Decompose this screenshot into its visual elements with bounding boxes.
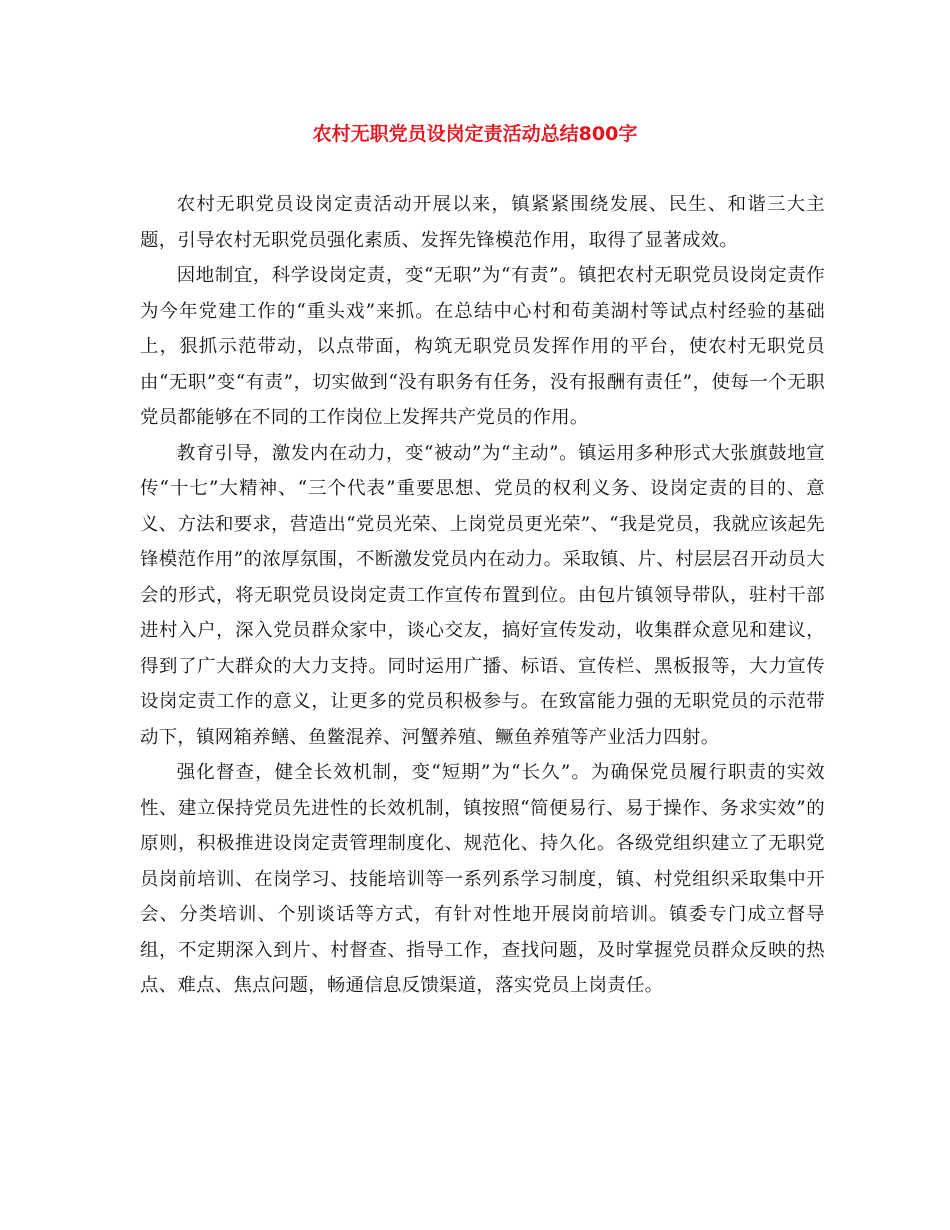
document-title: 农村无职党员设岗定责活动总结800字 (312, 123, 638, 145)
paragraph: 教育引导，激发内在动力，变“被动”为“主动”。镇运用多种形式大张旗鼓地宣传“十七”大精神、“三个代表”重要思想、党员的权利义务、设岗定责的目的、意义、方法和要求，营造出“党员光荣、上岗党员更光荣”、“我是党员，我就应该起先锋模范作用”的浓厚氛围，不断激发党员内在动力。采取镇、片、村层层召开动员大会的形式，将无职党员设岗定责工作宣传布置到位。由包片镇领导带队，驻村干部进村入户，深入党员群众家中，谈心交友，搞好宣传发动，收集群众意见和建议，得到了广大群众的大力支持。同时运用广播、标语、宣传栏、黑板报等，大力宣传设岗定责工作的意义，让更多的党员积极参与。在致富能力强的无职党员的示范带动下，镇网箱养鳝、鱼鳖混养、河蟹养殖、鳜鱼养殖等产业活力四射。 (140, 442, 825, 748)
paragraph: 强化督查，健全长效机制，变“短期”为“长久”。为确保党员履行职责的实效性、建立保持党员先进性的长效机制，镇按照“简便易行、易于操作、务求实效”的原则，积极推进设岗定责管理制度化、规范化、持久化。各级党组织建立了无职党员岗前培训、在岗学习、技能培训等一系列系学习制度，镇、村党组织采取集中开会、分类培训、个别谈话等方式，有针对性地开展岗前培训。镇委专门成立督导组，不定期深入到片、村督查、指导工作，查找问题，及时掌握党员群众反映的热点、难点、焦点问题，畅通信息反馈渠道，落实党员上岗责任。 (140, 762, 825, 996)
paragraph: 因地制宜，科学设岗定责，变“无职”为“有责”。镇把农村无职党员设岗定责作为今年党建工作的“重头戏”来抓。在总结中心村和荀美湖村等试点村经验的基础上，狠抓示范带动，以点带面，构筑无职党员发挥作用的平台，使农村无职党员由“无职”变“有责”，切实做到“没有职务有任务，没有报酬有责任”，使每一个无职党员都能够在不同的工作岗位上发挥共产党员的作用。 (140, 265, 825, 428)
paragraph: 农村无职党员设岗定责活动开展以来，镇紧紧围绕发展、民生、和谐三大主题，引导农村无职党员强化素质、发挥先锋模范作用，取得了显著成效。 (140, 194, 825, 251)
document-body (140, 187, 825, 1004)
